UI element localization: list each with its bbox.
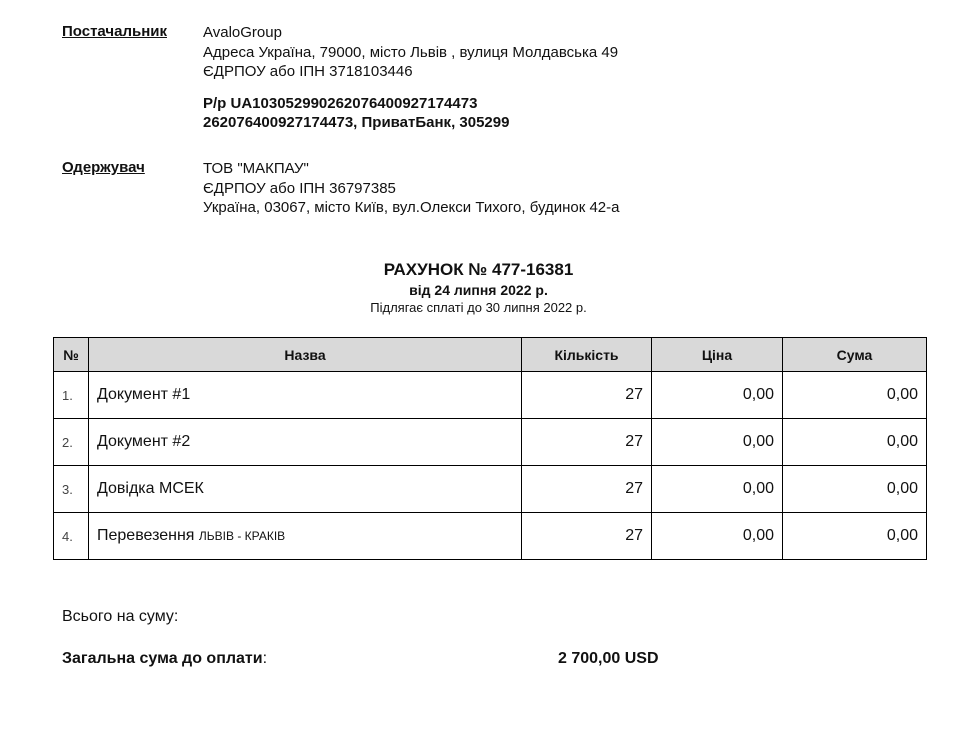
row-sum: 0,00 (783, 372, 927, 419)
row-number: 4. (54, 513, 89, 560)
row-sum: 0,00 (783, 466, 927, 513)
header-name: Назва (89, 338, 522, 372)
row-quantity: 27 (522, 372, 652, 419)
supplier-name: AvaloGroup (203, 24, 282, 41)
row-name-text: Довідка МСЕК (97, 480, 204, 497)
invoice-header (0, 259, 957, 316)
row-name-route: ЛЬВІВ - КРАКІВ (198, 529, 286, 543)
header-price: Ціна (652, 338, 783, 372)
header-sum: Сума (783, 338, 927, 372)
recipient-address: Україна, 03067, місто Київ, вул.Олекси Тихого, будинок 42-а (203, 199, 620, 216)
supplier-label: Постачальник (62, 23, 167, 40)
invoice-title: РАХУНОК № 477-16381 (383, 260, 574, 279)
header-quantity: Кількість (522, 338, 652, 372)
table-row (54, 513, 927, 560)
header-number: № (54, 338, 89, 372)
supplier-address: Адреса Україна, 79000, місто Львів , вулиця Молдавська 49 (203, 43, 619, 61)
row-name (89, 419, 522, 466)
table-row (54, 466, 927, 513)
grand-total-colon: : (262, 650, 268, 667)
recipient-name: ТОВ "МАКПАУ" (203, 160, 309, 177)
row-number: 3. (54, 466, 89, 513)
row-name-text: Перевезення (97, 527, 195, 544)
table-row (54, 419, 927, 466)
row-name-text: Документ #2 (97, 433, 191, 450)
row-number: 1. (54, 372, 89, 419)
total-label: Всього на суму: (62, 608, 179, 625)
supplier-details (203, 23, 618, 133)
recipient-tax-id: ЄДРПОУ або ІПН 36797385 (203, 179, 396, 197)
table-header-row (54, 338, 927, 372)
grand-total-value: 2 700,00 USD (558, 650, 659, 667)
supplier-account-line1: Р/р UA103052990262076400927174473 (203, 94, 478, 112)
grand-total-label (62, 650, 267, 668)
row-name (89, 372, 522, 419)
recipient-details (203, 159, 619, 218)
row-price: 0,00 (652, 466, 783, 513)
grand-total-label-text: Загальна сума до оплати (62, 650, 263, 667)
row-name (89, 466, 522, 513)
row-name-text: Документ #1 (97, 386, 191, 403)
invoice-date: від 24 липня 2022 р. (409, 282, 548, 298)
row-number: 2. (54, 419, 89, 466)
row-quantity: 27 (522, 419, 652, 466)
supplier-account-line2: 262076400927174473, ПриватБанк, 305299 (203, 114, 510, 131)
table-row (54, 372, 927, 419)
row-price: 0,00 (652, 372, 783, 419)
row-quantity: 27 (522, 513, 652, 560)
row-quantity: 27 (522, 466, 652, 513)
row-price: 0,00 (652, 513, 783, 560)
row-price: 0,00 (652, 419, 783, 466)
row-sum: 0,00 (783, 513, 927, 560)
items-table (53, 337, 927, 560)
supplier-tax-id: ЄДРПОУ або ІПН 3718103446 (203, 63, 413, 80)
invoice-due-date: Підлягає сплаті до 30 липня 2022 р. (370, 300, 587, 315)
row-sum: 0,00 (783, 419, 927, 466)
row-name (89, 513, 522, 560)
recipient-label: Одержувач (62, 159, 145, 176)
